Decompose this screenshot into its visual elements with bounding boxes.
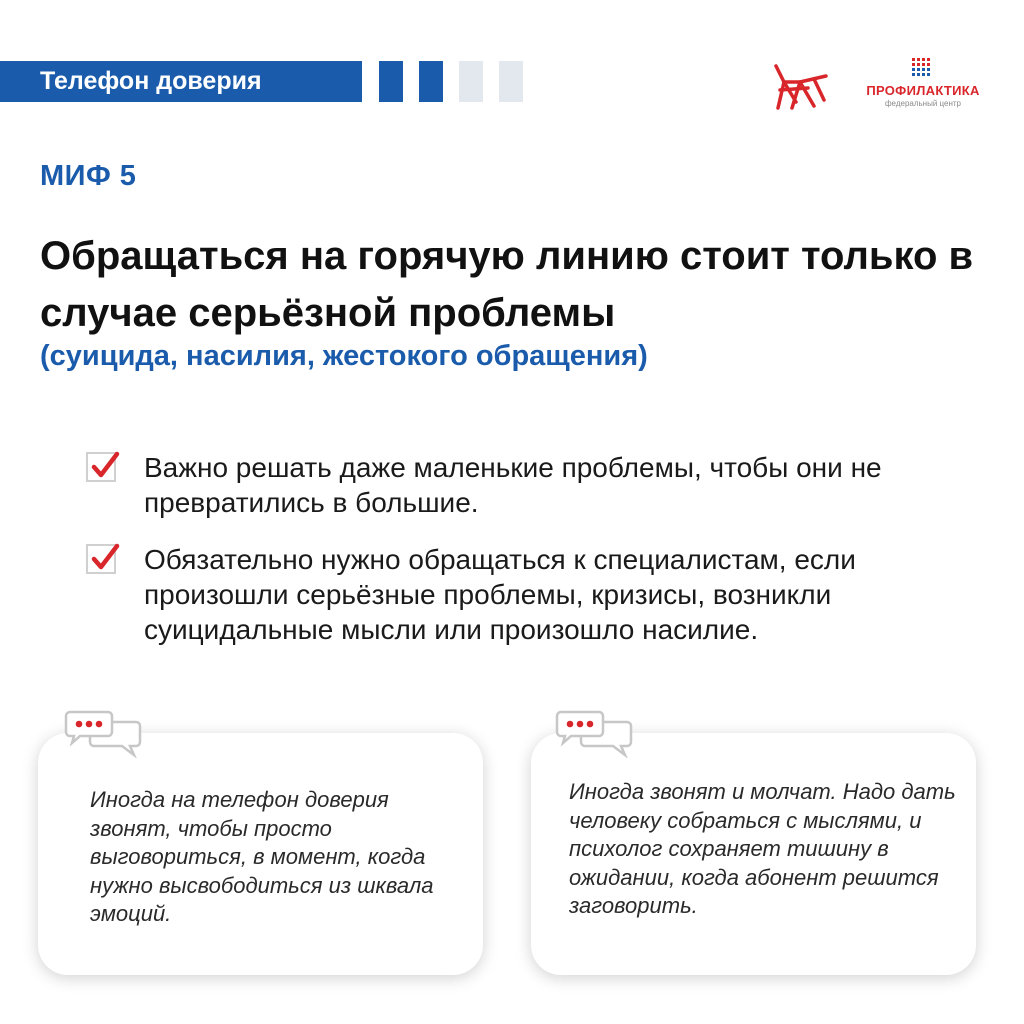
header-stripe [499,61,523,102]
header-stripe [379,61,403,102]
partner-subtitle: федеральный центр [884,99,962,108]
note-text: Иногда звонят и молчат. Надо дать человеку собраться с мыслями, и психолог сохраняет тишину в ожидании, когда абонент решится заговорить. [569,779,956,918]
checkmark-icon [90,450,120,480]
note-card [38,733,483,975]
partner-name: ПРОФИЛАКТИКА [866,83,980,98]
chat-bubbles-icon [555,710,635,758]
chat-bubbles-icon [64,710,144,758]
header-title: Телефон доверия [40,67,262,95]
checkbox [86,452,116,482]
fact-item [86,542,934,647]
profilaktika-logo [858,58,988,114]
page-title: Обращаться на горячую линию стоит только в случае серьёзной проблемы [40,234,974,335]
note-card [531,733,976,975]
grid-logo-icon [912,58,934,80]
chair-logo-icon [770,62,830,112]
myth-label: МИФ 5 [40,160,137,192]
page-subtitle: (суицида, насилия, жестокого обращения) [40,340,648,372]
fact-item [86,450,934,520]
header-bar [0,61,362,102]
header-stripe [419,61,443,102]
checkmark-icon [90,542,120,572]
fact-text: Важно решать даже маленькие проблемы, чтобы они не превратились в большие. [144,452,882,518]
checkbox [86,544,116,574]
header-stripe [459,61,483,102]
note-text: Иногда на телефон доверия звонят, чтобы просто выговориться, в момент, когда нужно высвободиться из шквала эмоций. [90,787,434,926]
fact-text: Обязательно нужно обращаться к специалистам, если произошли серьёзные проблемы, кризисы, возникли суицидальные мысли или произошло насилие. [144,544,856,645]
